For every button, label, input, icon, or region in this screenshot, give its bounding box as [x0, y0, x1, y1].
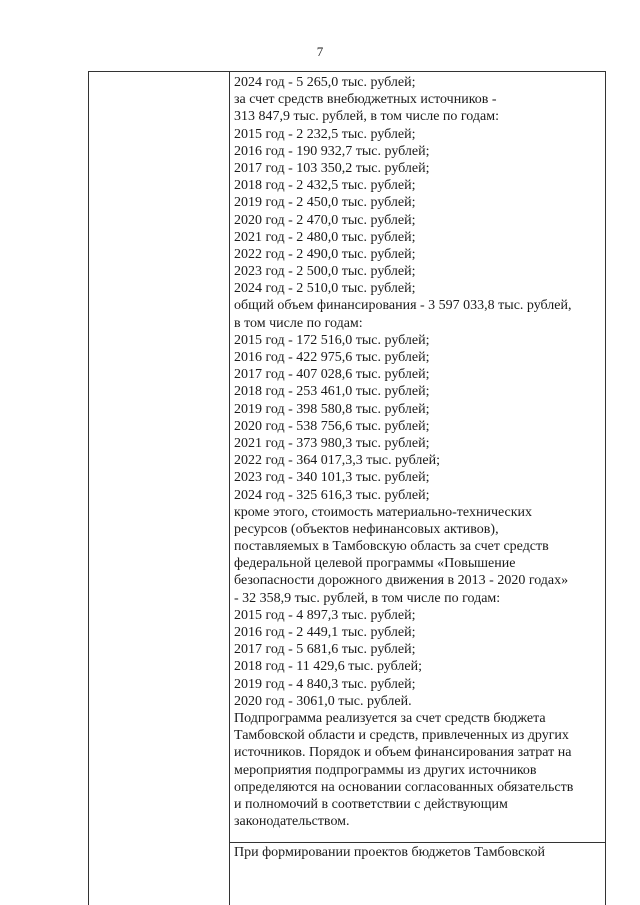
text-line: 2021 год - 373 980,3 тыс. рублей;: [234, 435, 430, 451]
text-line: 2022 год - 2 490,0 тыс. рублей;: [234, 246, 416, 262]
text-line: Подпрограмма реализуется за счет средств бюджета: [234, 710, 546, 726]
text-line: 2019 год - 2 450,0 тыс. рублей;: [234, 195, 416, 211]
text-line: 2024 год - 325 616,3 тыс. рублей;: [234, 487, 430, 503]
column-divider: [229, 72, 230, 905]
text-line: 2018 год - 2 432,5 тыс. рублей;: [234, 178, 416, 194]
text-line: законодательством.: [234, 814, 350, 830]
text-line: 2020 год - 2 470,0 тыс. рублей;: [234, 212, 416, 228]
text-line: безопасности дорожного движения в 2013 - 2020 годах»: [234, 573, 569, 589]
text-line: за счет средств внебюджетных источников -: [234, 92, 497, 108]
text-line: - 32 358,9 тыс. рублей, в том числе по годам:: [234, 590, 501, 606]
text-line: 2020 год - 538 756,6 тыс. рублей;: [234, 418, 430, 434]
text-line: 2022 год - 364 017,3,3 тыс. рублей;: [234, 453, 441, 469]
text-line: 2016 год - 422 975,6 тыс. рублей;: [234, 350, 430, 365]
text-line: мероприятия подпрограммы из других источников: [234, 762, 537, 778]
text-line: 2018 год - 253 461,0 тыс. рублей;: [234, 384, 430, 400]
text-line: в том числе по годам:: [234, 315, 363, 331]
text-line: общий объем финансирования - 3 597 033,8 тыс. рублей,: [234, 298, 572, 314]
text-line: определяются на основании согласованных обязательств: [234, 779, 574, 795]
text-line: 2018 год - 11 429,6 тыс. рублей;: [234, 659, 422, 675]
text-line: 2020 год - 3061,0 тыс. рублей.: [234, 693, 412, 709]
text-line: Тамбовской области и средств, привлеченных из других: [234, 728, 569, 744]
text-line: 2024 год - 5 265,0 тыс. рублей;: [234, 75, 416, 90]
table-right-cell: [234, 74, 604, 830]
text-line: 2015 год - 2 232,5 тыс. рублей;: [234, 126, 416, 142]
text-line: 313 847,9 тыс. рублей, в том числе по годам:: [234, 109, 499, 125]
text-line: 2019 год - 4 840,3 тыс. рублей;: [234, 676, 416, 692]
text-line: 2016 год - 2 449,1 тыс. рублей;: [234, 625, 416, 640]
text-line: кроме этого, стоимость материально-технических: [234, 504, 533, 520]
text-line: поставляемых в Тамбовскую область за счет средств: [234, 539, 549, 555]
financing-table: [88, 71, 606, 905]
text-line: 2024 год - 2 510,0 тыс. рублей;: [234, 281, 416, 297]
text-line: 2019 год - 398 580,8 тыс. рублей;: [234, 401, 430, 417]
text-line: 2016 год - 190 932,7 тыс. рублей;: [234, 143, 430, 159]
table-left-cell: [89, 72, 229, 905]
row-divider: [229, 842, 605, 843]
text-line: 2015 год - 4 897,3 тыс. рублей;: [234, 607, 416, 623]
table-next-row: [234, 844, 604, 861]
text-line: 2021 год - 2 480,0 тыс. рублей;: [234, 229, 416, 245]
text-line: федеральной целевой программы «Повышение: [234, 556, 516, 572]
text-line: 2017 год - 103 350,2 тыс. рублей;: [234, 160, 430, 176]
text-line: ресурсов (объектов нефинансовых активов),: [234, 521, 499, 537]
text-line: 2023 год - 340 101,3 тыс. рублей;: [234, 470, 430, 486]
text-line: и полномочий в соответствии с действующим: [234, 796, 508, 812]
text-line: При формировании проектов бюджетов Тамбовской: [234, 845, 545, 860]
text-line: 2015 год - 172 516,0 тыс. рублей;: [234, 332, 430, 348]
page-number: 7: [316, 44, 324, 59]
text-line: 2017 год - 5 681,6 тыс. рублей;: [234, 642, 416, 658]
text-line: 2017 год - 407 028,6 тыс. рублей;: [234, 367, 430, 383]
text-line: 2023 год - 2 500,0 тыс. рублей;: [234, 264, 416, 280]
text-line: источников. Порядок и объем финансирования затрат на: [234, 745, 572, 761]
